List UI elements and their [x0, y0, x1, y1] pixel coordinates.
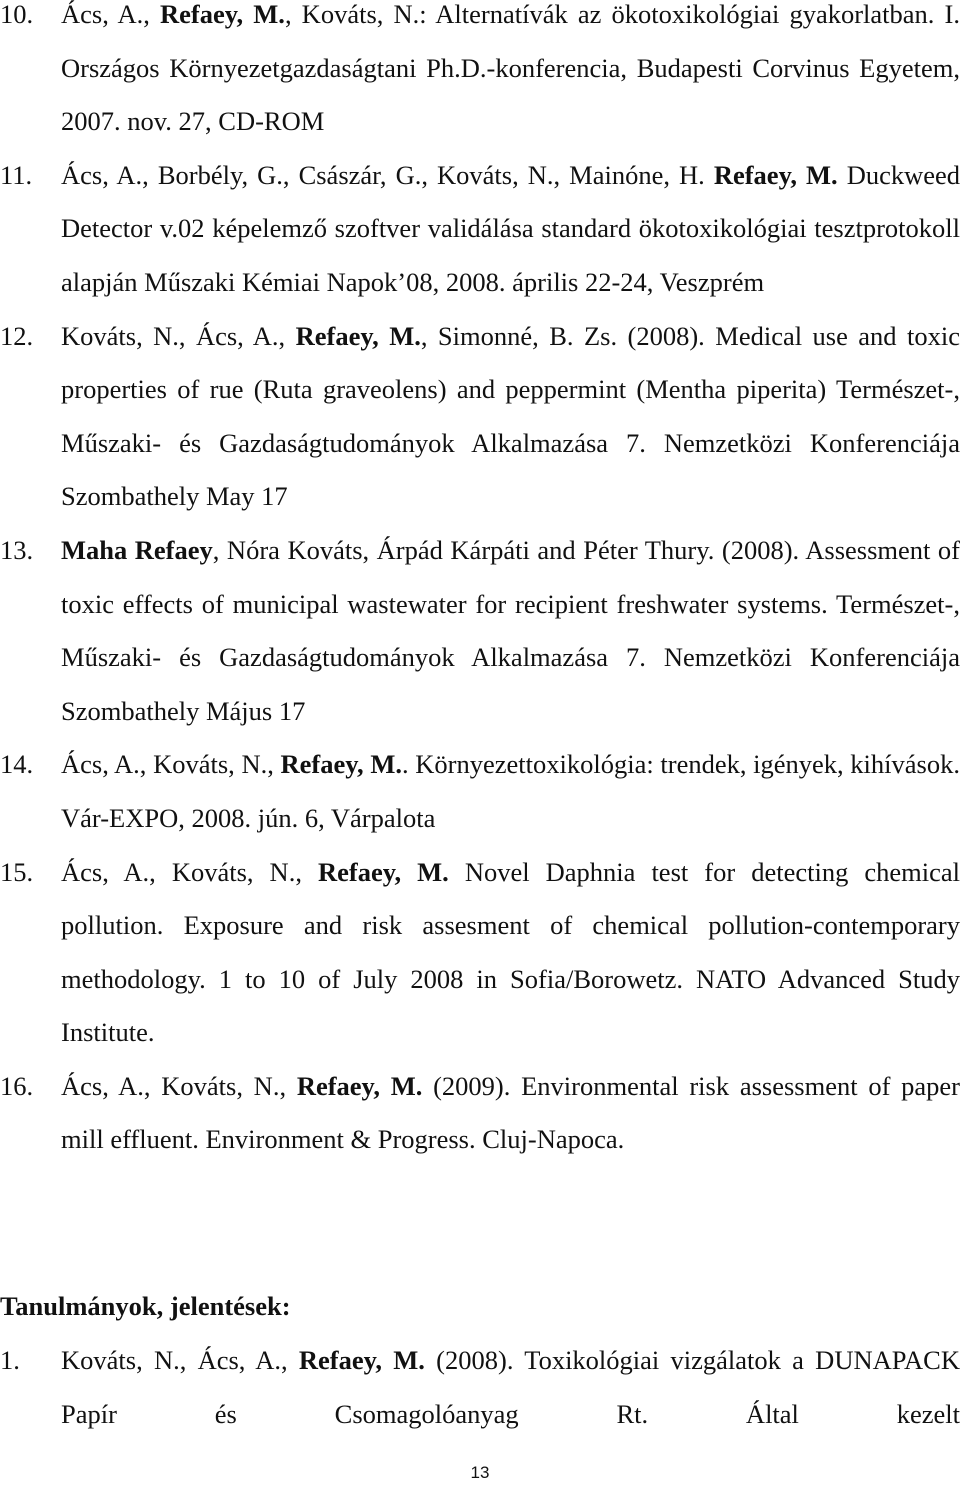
- reference-item: [0, 1060, 960, 1167]
- author-highlight: Refaey, M.: [296, 1070, 423, 1101]
- page-number: 13: [470, 1463, 490, 1482]
- study-item: [0, 1334, 960, 1441]
- reference-item: [0, 310, 960, 524]
- reference-number: 14.: [0, 749, 34, 780]
- reference-text: Ács, A., Kováts, N.,: [61, 1070, 297, 1101]
- reference-text: , Kováts, N.: Alternatívák az ökotoxikológiai gyakorlatban. I. Országos Környezetgazdaságtani Ph.D.-konferencia, Budapesti Corvinus Egyetem, 2007. nov. 27, CD-ROM: [61, 0, 960, 137]
- study-list: [0, 1334, 960, 1441]
- reference-text: Kováts, N., Ács, A.,: [61, 320, 296, 351]
- reference-item: [0, 0, 960, 149]
- section-heading: Tanulmányok, jelentések:: [0, 1291, 291, 1321]
- author-highlight: Refaey, M.: [713, 159, 838, 190]
- reference-item: [0, 524, 960, 738]
- reference-number: 12.: [0, 320, 34, 351]
- reference-item: [0, 149, 960, 310]
- reference-item: [0, 846, 960, 1060]
- reference-text: Ács, A., Kováts, N.,: [61, 749, 281, 780]
- author-highlight: Refaey, M.: [280, 749, 402, 780]
- reference-text: , Nóra Kováts, Árpád Kárpáti and Péter Thury. (2008). Assessment of toxic effects of municipal wastewater for recipient freshwater systems. Természet-, Műszaki- és Gazdaságtudományok Alkalmazása 7. Nemzetközi Konferenciája Szombathely Május 17: [61, 534, 960, 726]
- reference-text: Duckweed Detector v.02 képelemző szoftver validálása standard ökotoxikológiai tesztprotokoll alapján Műszaki Kémiai Napok’08, 2008. április 22-24, Veszprém: [61, 159, 960, 297]
- reference-number: 11.: [0, 159, 33, 190]
- author-highlight: Refaey, M.: [295, 320, 421, 351]
- author-highlight: Refaey, M.: [160, 0, 285, 29]
- reference-text: Novel Daphnia test for detecting chemical pollution. Exposure and risk assesment of chemical pollution-contemporary methodology. 1 to 10 of July 2008 in Sofia/Borowetz. NATO Advanced Study Institute.: [61, 856, 960, 1048]
- author-highlight: Refaey, M.: [298, 1345, 425, 1375]
- reference-number: 16.: [0, 1070, 34, 1101]
- reference-text: Ács, A., Kováts, N.,: [61, 856, 318, 887]
- reference-item: [0, 738, 960, 845]
- reference-text: (2009). Environmental risk assessment of paper mill effluent. Environment & Progress. Cluj-Napoca.: [61, 1070, 960, 1155]
- reference-text: . Környezettoxikológia: trendek, igények, kihívások. Vár-EXPO, 2008. jún. 6, Várpalota: [61, 749, 960, 833]
- reference-text: Ács, A.,: [61, 0, 161, 29]
- study-text: Kováts, N., Ács, A.,: [61, 1345, 299, 1375]
- study-text: (2008). Toxikológiai vizgálatok a DUNAPACK Papír és Csomagolóanyag Rt. Által kezelt: [61, 1345, 960, 1429]
- reference-text: Ács, A., Borbély, G., Császár, G., Kováts, N., Mainóne, H.: [61, 159, 714, 190]
- study-number: 1.: [0, 1345, 20, 1375]
- reference-number: 15.: [0, 856, 34, 887]
- author-highlight: Maha Refaey: [61, 534, 213, 565]
- reference-text: , Simonné, B. Zs. (2008). Medical use and toxic properties of rue (Ruta graveolens) and peppermint (Mentha piperita) Természet-, Műszaki- és Gazdaságtudományok Alkalmazása 7. Nemzetközi Konferenciája Szombathely May 17: [61, 320, 960, 512]
- author-highlight: Refaey, M.: [317, 856, 449, 887]
- reference-number: 13.: [0, 534, 34, 565]
- reference-number: 10.: [0, 0, 34, 29]
